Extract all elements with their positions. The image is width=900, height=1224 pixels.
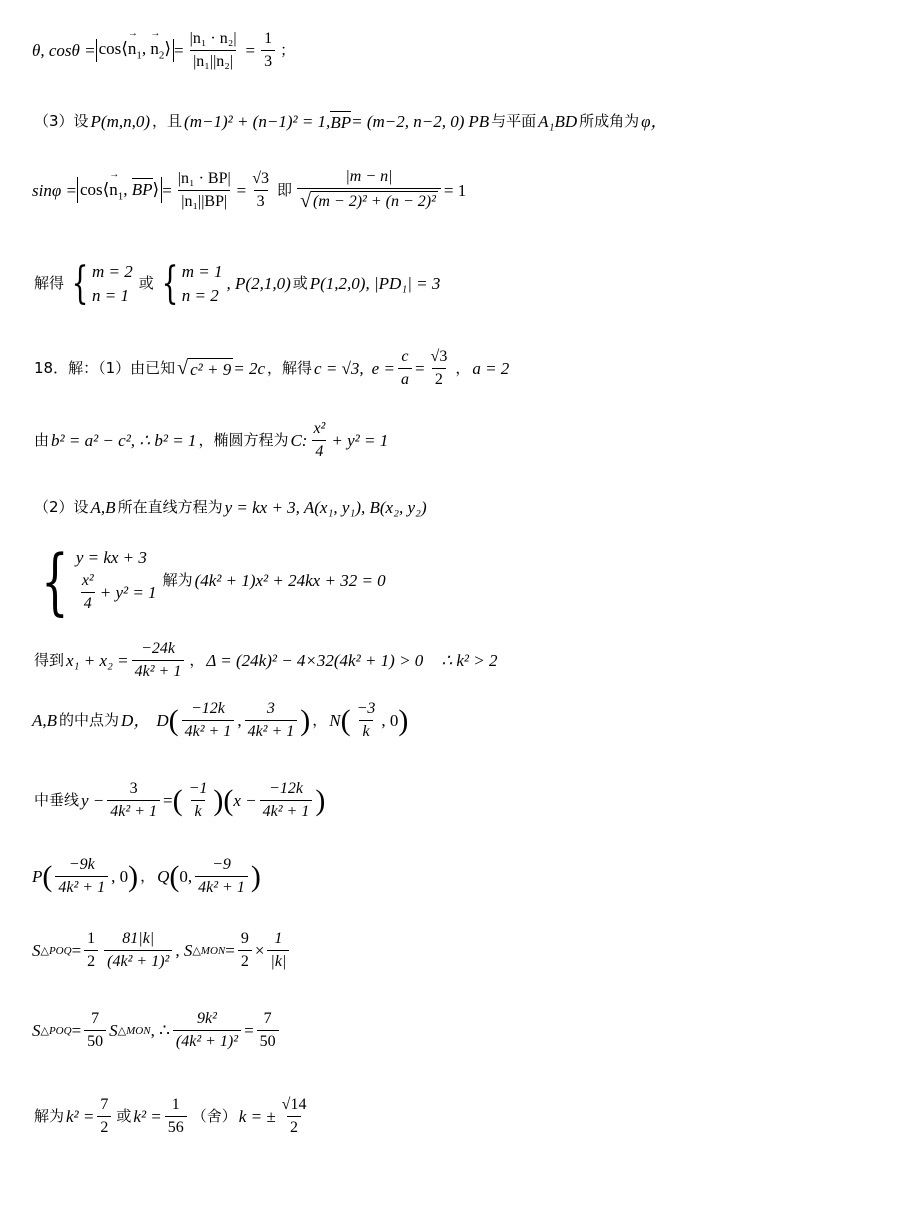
- text: 0,: [179, 867, 193, 887]
- text: = 1: [443, 180, 467, 200]
- denominator: 4: [81, 592, 95, 613]
- problem18-part1-line: [32, 348, 880, 390]
- text: D: [156, 711, 169, 731]
- numerator: 1: [274, 930, 283, 947]
- area-formulas-line: [32, 930, 880, 972]
- numerator: c: [401, 348, 409, 365]
- text: , ∴: [150, 1021, 170, 1041]
- numerator: 3: [129, 780, 138, 797]
- denominator: (4k² + 1)²: [173, 1030, 241, 1051]
- denominator: 4: [312, 440, 326, 461]
- denominator: √ (m − 2)² + (n − 2)²: [297, 188, 441, 212]
- text: S: [32, 941, 41, 961]
- text: k = ±: [238, 1107, 276, 1127]
- text: Q: [157, 867, 170, 887]
- denominator: 50: [84, 1030, 106, 1051]
- fraction: [187, 30, 240, 72]
- system-row: m = 1: [181, 262, 223, 282]
- text: 18．解：（1）由已知: [34, 359, 176, 378]
- text: θ, cosθ =: [32, 41, 96, 61]
- text: =: [174, 41, 184, 61]
- midpoint-line: A,B 的中点为 D， D ( $\frac{-12k}{\text{4k² + 1}}$ , $\frac{3}{\text{4k² + 1}}$ ) ， N ( $\frac{-3}{k}$ , 0 ): [32, 700, 409, 741]
- plane-name: A₁BD: [538, 111, 578, 131]
- fraction: [173, 1010, 241, 1052]
- denominator: 4k² + 1: [107, 800, 160, 821]
- part3-setup-line: [32, 110, 880, 133]
- sin-phi-line: [32, 168, 880, 213]
- subscript: △MON: [117, 1024, 151, 1037]
- text: P(1,2,0), |PD₁| = 3: [309, 274, 441, 294]
- denominator: 2: [84, 950, 98, 971]
- text: =: [163, 791, 173, 811]
- text: , 0: [381, 711, 399, 731]
- text: S: [109, 1021, 118, 1041]
- perpendicular-bisector-line: 中垂线 y − $\frac{3}{\text{4k² + 1}}$ = ( $\frac{-1}{k}$ )( x − $\frac{-12k}{\text{4k² + 1}}$ ): [34, 780, 326, 821]
- text: 中垂线: [34, 791, 80, 810]
- fraction: [84, 930, 98, 972]
- part2-setup-line: [32, 498, 880, 518]
- text: sinφ =: [32, 180, 77, 200]
- numerator: −12k: [269, 780, 303, 797]
- denominator: 3: [254, 190, 268, 211]
- fraction: [310, 420, 328, 462]
- text: 或: [116, 1107, 132, 1126]
- text: c = √3,: [314, 359, 364, 379]
- fraction: [104, 930, 172, 972]
- radicand: c² + 9: [190, 360, 232, 380]
- text: + y² = 1: [331, 431, 389, 451]
- denominator: 56: [165, 1116, 187, 1137]
- text: 所在直线方程为: [117, 498, 223, 517]
- numerator: −12k: [191, 700, 225, 717]
- numerator: x²: [313, 420, 326, 437]
- text: =: [71, 1021, 82, 1041]
- text: =: [71, 941, 82, 961]
- numerator: 1: [264, 30, 273, 47]
- text: y = kx + 3, A(x₁, y₁), B(x₂, y₂): [224, 498, 427, 517]
- text: 所成角为: [579, 111, 640, 130]
- fraction: [175, 170, 234, 212]
- segment-pb: PB: [468, 111, 490, 131]
- text: x −: [233, 791, 257, 811]
- text: 得到: [34, 651, 65, 670]
- sqrt: √ c² + 9: [177, 357, 232, 380]
- numerator: 7: [91, 1010, 100, 1027]
- fraction: [195, 856, 248, 898]
- equation-system: { m = 2 n = 1: [71, 258, 133, 309]
- system-row: n = 1: [92, 286, 129, 305]
- equation-system: { y = kx + 3 $\frac{\text{x²}}{4}$ + y² = 1: [41, 539, 157, 623]
- text: y −: [81, 791, 105, 811]
- text: （2）设: [34, 498, 89, 517]
- radicand: (m − 2)² + (n − 2)²: [313, 193, 436, 211]
- fraction: [165, 1096, 187, 1138]
- numerator: |n₁ · BP|: [177, 169, 231, 187]
- text: =: [414, 359, 425, 379]
- fraction: [245, 700, 298, 742]
- fraction: [279, 1096, 310, 1138]
- text: x₁ + x₂ =: [66, 651, 129, 671]
- numerator: √14: [281, 1096, 307, 1113]
- fraction: [55, 856, 108, 898]
- numerator: 1: [171, 1096, 180, 1113]
- text: + y² = 1: [99, 582, 157, 602]
- fraction: [97, 1096, 111, 1138]
- text: = 2c: [233, 359, 266, 379]
- system-quadratic-line: [32, 539, 880, 623]
- text: 即: [277, 180, 293, 199]
- numerator: 3: [266, 700, 275, 717]
- fraction: [182, 700, 235, 742]
- text: ，椭圆方程为: [198, 431, 289, 450]
- fraction: [257, 1010, 279, 1052]
- fraction: [267, 930, 289, 972]
- system-row: y = kx + 3: [75, 548, 147, 568]
- equation-system: { m = 1 n = 2: [161, 258, 223, 309]
- denominator: 3: [261, 50, 275, 71]
- text: 解为: [34, 1107, 65, 1126]
- numerator: −9: [212, 856, 231, 873]
- ellipse-equation-line: [32, 420, 880, 462]
- denominator: 2: [238, 950, 252, 971]
- text: 或: [138, 274, 154, 293]
- denominator: |k|: [267, 950, 289, 971]
- fraction: [354, 700, 379, 742]
- text: =: [225, 941, 235, 961]
- numerator: x²: [81, 571, 94, 589]
- numerator: |m − n|: [345, 168, 393, 185]
- point-p: P(m,n,0): [90, 111, 151, 131]
- equation: = (m−2, n−2, 0): [351, 111, 465, 131]
- system-row: [76, 572, 157, 614]
- text: 解为: [162, 571, 193, 590]
- text: a = 2: [472, 359, 510, 379]
- text: =: [236, 180, 247, 200]
- fraction: [261, 30, 275, 72]
- denominator: a: [398, 368, 412, 389]
- text: C:: [290, 431, 308, 451]
- denominator: 2: [432, 368, 446, 389]
- numerator: 1: [87, 930, 96, 947]
- text: k² =: [66, 1107, 95, 1127]
- text: , P(2,1,0): [226, 274, 291, 294]
- numerator: √3: [252, 169, 270, 187]
- denominator: k: [359, 720, 372, 741]
- text: A,B: [32, 711, 58, 731]
- vector-bp: BP: [330, 110, 351, 133]
- cos-theta-line: θ, cosθ = cos⟨→ $n_1$, → $n_2⟩$ = $\frac{\text{|n₁ · n₂|}}{\text{|n₁||n₂|}}$ = $\frac{1}{3}$ ；: [32, 30, 880, 72]
- fraction: [297, 168, 441, 213]
- angle-phi: φ，: [641, 111, 668, 131]
- text: ×: [254, 941, 265, 961]
- text: =: [162, 180, 172, 200]
- subscript: △POQ: [40, 944, 72, 957]
- fraction: [398, 348, 412, 390]
- numerator: 9: [240, 930, 249, 947]
- denominator: 4k² + 1: [195, 876, 248, 897]
- abs-cos: cos⟨→ $n_1$, BP⟩: [77, 177, 162, 203]
- numerator: 7: [100, 1096, 109, 1113]
- text: （舍）: [191, 1107, 237, 1126]
- numerator: √3: [430, 348, 448, 365]
- denominator: 2: [287, 1116, 301, 1137]
- text: 或: [292, 274, 308, 293]
- text: ，: [312, 711, 328, 730]
- subscript: △MON: [192, 944, 226, 957]
- text: N: [329, 711, 341, 731]
- points-pq-line: P ( $\frac{-9k}{\text{4k² + 1}}$ , 0 ) ， Q ( 0, $\frac{-9}{\text{4k² + 1}}$ ): [32, 856, 261, 897]
- denominator: 4k² + 1: [260, 800, 313, 821]
- text: 由: [34, 431, 50, 450]
- system-row: n = 2: [181, 286, 219, 305]
- text: 的中点为: [59, 711, 120, 730]
- numerator: −1: [188, 780, 208, 797]
- solve-result-line: [32, 258, 880, 309]
- text: ∴ k² > 2: [441, 651, 498, 671]
- fraction: [107, 780, 160, 822]
- denominator: 2: [97, 1116, 111, 1137]
- fraction: [79, 572, 97, 614]
- text: ，: [455, 359, 471, 378]
- numerator: 9k²: [197, 1010, 217, 1027]
- text: Δ = (24k)² − 4×32(4k² + 1) > 0: [206, 651, 424, 671]
- fraction: [428, 348, 451, 390]
- text: ，解得: [267, 359, 313, 378]
- text: S: [32, 1021, 41, 1041]
- denominator: |n₁||n₂|: [190, 50, 236, 71]
- fraction: [249, 170, 272, 212]
- vieta-discriminant-line: [32, 640, 880, 682]
- text: 解得: [34, 274, 65, 293]
- text: , S: [175, 941, 193, 961]
- denominator: |n₁||BP|: [178, 190, 230, 211]
- numerator: 7: [263, 1010, 272, 1027]
- denominator: k: [191, 800, 204, 821]
- fraction: [186, 780, 211, 822]
- numerator: |n₁ · n₂|: [189, 30, 237, 47]
- denominator: (4k² + 1)²: [104, 950, 172, 971]
- text: ,: [237, 711, 242, 731]
- text: =: [244, 1021, 254, 1041]
- numerator: −24k: [141, 640, 175, 657]
- text: (4k² + 1)x² + 24kx + 32 = 0: [194, 571, 386, 591]
- fraction: [238, 930, 252, 972]
- denominator: 4k² + 1: [55, 876, 108, 897]
- subscript: △POQ: [40, 1024, 72, 1037]
- text: ，且: [152, 111, 183, 130]
- abs-cos: cos⟨→ $n_1$, → $n_2⟩$: [96, 39, 174, 62]
- text: b² = a² − c², ∴ b² = 1: [51, 431, 197, 451]
- text: ，: [140, 867, 156, 886]
- final-answer-line: [32, 1096, 880, 1138]
- text: ；: [280, 41, 296, 60]
- text: k² =: [133, 1107, 162, 1127]
- text: P: [32, 867, 43, 887]
- equation: (m−1)² + (n−1)² = 1,: [184, 111, 331, 131]
- fraction: [260, 780, 313, 822]
- denominator: 4k² + 1: [132, 660, 185, 681]
- text: D，: [121, 711, 151, 731]
- fraction: [132, 640, 185, 682]
- numerator: 81|k|: [122, 930, 155, 947]
- text: 与平面: [491, 111, 537, 130]
- denominator: 50: [257, 1030, 279, 1051]
- denominator: 4k² + 1: [182, 720, 235, 741]
- text: , 0: [111, 867, 129, 887]
- denominator: 4k² + 1: [245, 720, 298, 741]
- text: A,B: [90, 498, 116, 517]
- text: ，: [189, 651, 205, 670]
- system-row: m = 2: [92, 262, 133, 282]
- text: e =: [371, 359, 395, 379]
- fraction: [84, 1010, 106, 1052]
- area-ratio-line: [32, 1010, 880, 1052]
- text: （3）设: [34, 111, 89, 130]
- numerator: −3: [356, 700, 376, 717]
- numerator: −9k: [68, 856, 95, 873]
